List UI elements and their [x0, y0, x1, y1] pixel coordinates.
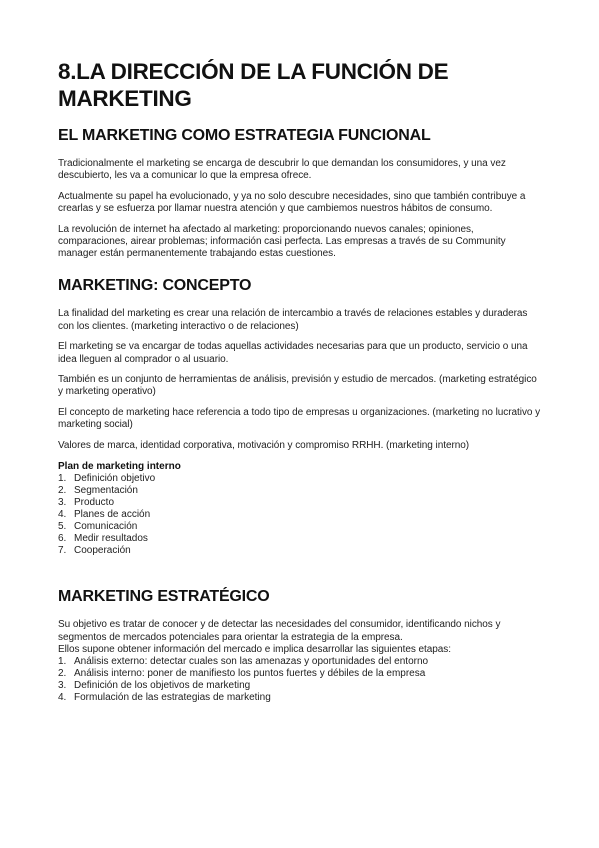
- section-heading: MARKETING ESTRATÉGICO: [58, 588, 270, 606]
- numbered-list: [58, 656, 542, 704]
- list-number: 4.: [58, 509, 67, 521]
- list-item: [58, 545, 542, 557]
- list-item: [58, 692, 542, 704]
- numbered-list: [58, 473, 542, 558]
- list-item: [58, 668, 542, 680]
- paragraph: La finalidad del marketing es crear una relación de intercambio a través de relaciones estables y duraderas con los clientes. (marketing interactivo o de relaciones): [58, 308, 528, 332]
- list-number: 4.: [58, 692, 67, 704]
- list-text: Cooperación: [74, 545, 131, 557]
- list-text: Análisis interno: poner de manifiesto los puntos fuertes y débiles de la empresa: [74, 668, 426, 680]
- list-text: Definición objetivo: [74, 472, 156, 484]
- paragraph: El concepto de marketing hace referencia a todo tipo de empresas u organizaciones. (marketing no lucrativo y marketing social): [58, 407, 541, 431]
- section-concepto: [58, 276, 542, 557]
- list-item: [58, 680, 542, 692]
- list-text: Medir resultados: [74, 533, 148, 545]
- list-text: Segmentación: [74, 484, 138, 496]
- list-text: Producto: [74, 496, 115, 508]
- paragraph: La revolución de internet ha afectado al marketing: proporcionando nuevos canales; opiniones, comparaciones, airear problemas; información casi perfecta. Las empresas a través de su Community manager están permanentemente trabajando estas cuestiones.: [58, 223, 506, 260]
- list-item: [58, 656, 542, 668]
- section-heading: MARKETING: CONCEPTO: [58, 277, 252, 295]
- list-number: 1.: [58, 656, 67, 668]
- list-number: 5.: [58, 521, 67, 533]
- list-text: Definición de los objetivos de marketing: [74, 680, 251, 692]
- paragraph: Tradicionalmente el marketing se encarga de descubrir lo que demandan los consumidores, y una vez descubierto, les va a comunicar lo que la empresa ofrece.: [58, 158, 506, 182]
- list-text: Comunicación: [74, 521, 138, 533]
- list-number: 1.: [58, 472, 67, 484]
- list-item: [58, 497, 542, 509]
- list-item: [58, 533, 542, 545]
- paragraph: Actualmente su papel ha evolucionado, y ya no solo descubre necesidades, sino que también contribuye a crearlas y se esfuerza por llamar nuestra atención y que cambiemos nuestros hábitos de consumo.: [58, 190, 526, 215]
- list-text: Planes de acción: [74, 509, 151, 521]
- section-estrategia-funcional: [58, 126, 542, 260]
- document-page: [58, 58, 542, 704]
- section-estrategico: [58, 587, 542, 704]
- list-number: 3.: [58, 496, 67, 508]
- paragraph: También es un conjunto de herramientas de análisis, previsión y estudio de mercados. (marketing estratégico y marketing operativo): [58, 374, 537, 398]
- list-number: 2.: [58, 668, 67, 680]
- list-item: [58, 473, 542, 485]
- list-number: 2.: [58, 484, 67, 496]
- list-number: 6.: [58, 533, 67, 545]
- list-item: [58, 485, 542, 497]
- paragraph: Ellos supone obtener información del mercado e implica desarrollar las siguientes etapas:: [58, 643, 451, 655]
- paragraph: Valores de marca, identidad corporativa, motivación y compromiso RRHH. (marketing interno): [58, 440, 470, 452]
- list-item: [58, 521, 542, 533]
- list-number: 3.: [58, 680, 67, 692]
- paragraph: El marketing se va encargar de todas aquellas actividades necesarias para que un producto, servicio o una idea lleguen al comprador o al usuario.: [58, 341, 528, 365]
- section-heading: EL MARKETING COMO ESTRATEGIA FUNCIONAL: [58, 127, 431, 144]
- list-text: Formulación de las estrategias de marketing: [74, 692, 271, 704]
- subheading: Plan de marketing interno: [58, 460, 181, 472]
- page-title: 8.LA DIRECCIÓN DE LA FUNCIÓN DE MARKETING: [58, 59, 449, 111]
- list-number: 7.: [58, 545, 67, 557]
- paragraph: Su objetivo es tratar de conocer y de detectar las necesidades del consumidor, identificando nichos y segmentos de mercados potenciales para orientar la estrategia de la empresa.: [58, 619, 501, 643]
- list-text: Análisis externo: detectar cuales son las amenazas y oportunidades del entorno: [74, 656, 429, 668]
- list-item: [58, 509, 542, 521]
